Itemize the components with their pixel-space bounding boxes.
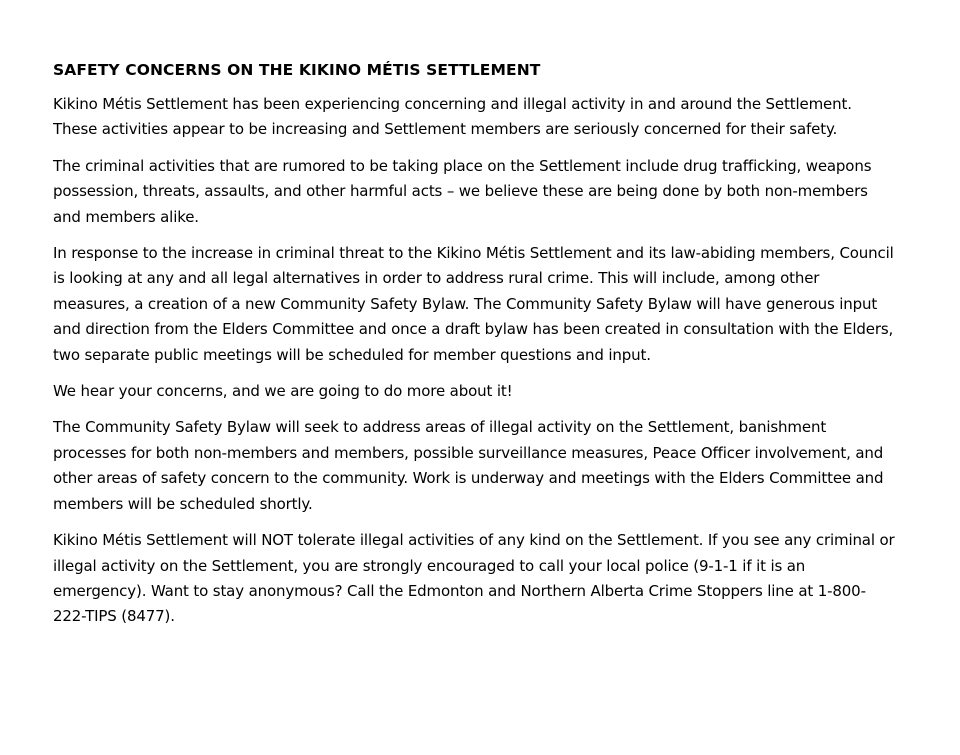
paragraph-bylaw-scope: The Community Safety Bylaw will seek to address areas of illegal activity on the Settlement, banishment processes for both non-members and members, possible surveillance measures, Peace Officer involvement, and other areas of safety concern to the community. Work is underway and meetings with the Elders Committee and members will be scheduled shortly. xyxy=(53,418,884,513)
paragraph-activity-overview: Kikino Métis Settlement has been experiencing concerning and illegal activity in and around the Settlement. These activities appear to be increasing and Settlement members are seriously concerned for their safety. xyxy=(53,95,852,139)
document-body xyxy=(53,60,898,641)
document-title: SAFETY CONCERNS ON THE KIKINO MÉTIS SETTLEMENT xyxy=(53,61,541,79)
paragraph-report-crime: Kikino Métis Settlement will NOT tolerate illegal activities of any kind on the Settlement. If you see any criminal or illegal activity on the Settlement, you are strongly encouraged to call your local police (9-1-1 if it is an emergency). Want to stay anonymous? Call the Edmonton and Northern Alberta Crime Stoppers line at 1-800-222-TIPS (8477). xyxy=(53,531,895,626)
paragraph-we-hear-you: We hear your concerns, and we are going to do more about it! xyxy=(53,382,513,401)
paragraph-criminal-activities: The criminal activities that are rumored to be taking place on the Settlement include drug trafficking, weapons possession, threats, assaults, and other harmful acts – we believe these are being done by both non-members and members alike. xyxy=(53,156,872,226)
paragraph-council-response: In response to the increase in criminal threat to the Kikino Métis Settlement and its law-abiding members, Council is looking at any and all legal alternatives in order to address rural crime. This will include, among other measures, a creation of a new Community Safety Bylaw. The Community Safety Bylaw will have generous input and direction from the Elders Committee and once a draft bylaw has been created in consultation with the Elders, two separate public meetings will be scheduled for member questions and input. xyxy=(53,244,894,364)
